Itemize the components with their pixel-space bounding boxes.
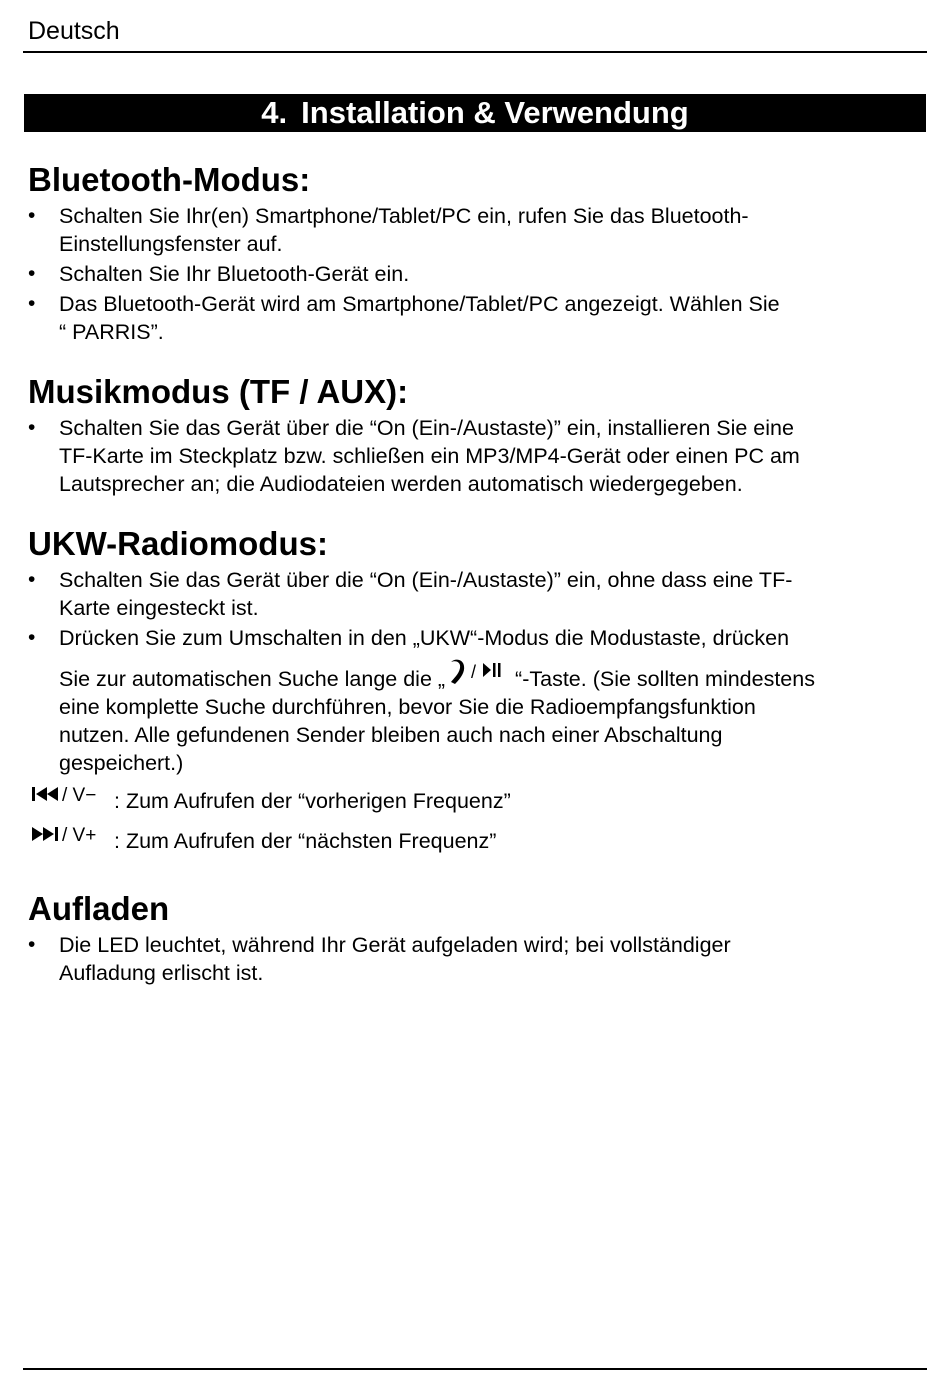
text-line: TF-Karte im Steckplatz bzw. schließen ein MP3/MP4-Gerät oder einen PC am (59, 444, 800, 468)
music-list (28, 414, 918, 498)
phone-play-pause-icon (445, 658, 515, 688)
list-item (28, 566, 918, 622)
text-line: gespeichert.) (59, 751, 184, 775)
next-frequency-label: : Zum Aufrufen der “nächsten Frequenz” (114, 829, 497, 853)
text-line: “ PARRIS”. (59, 320, 164, 344)
list-item (28, 290, 918, 346)
text-line: • Schalten Sie das Gerät über die “On (Ein-/Austaste)” ein, installieren Sie eine (59, 416, 794, 440)
list-item (28, 624, 918, 777)
next-track-icon (30, 823, 110, 851)
text-line (59, 658, 918, 693)
text-line: • Schalten Sie Ihr Bluetooth-Gerät ein. (59, 262, 410, 286)
footer-rule (23, 1368, 927, 1370)
text-line: Karte eingesteckt ist. (59, 596, 259, 620)
text-line: eine komplette Suche durchführen, bevor Sie die Radioempfangsfunktion (59, 695, 756, 719)
charging-section (28, 887, 918, 987)
prev-icon-text: / V− (62, 785, 97, 806)
previous-track-icon (30, 783, 110, 811)
page-content (28, 158, 918, 1011)
bluetooth-section (28, 158, 918, 346)
header-language: Deutsch (28, 17, 120, 45)
list-item (28, 414, 918, 498)
radio-list (28, 566, 918, 777)
text-line: • Drücken Sie zum Umschalten in den „UKW“-Modus die Modustaste, drücken (59, 626, 790, 650)
next-frequency-row (28, 823, 918, 863)
list-item (28, 931, 918, 987)
text-fragment: “-Taste. (Sie sollten mindestens (515, 667, 815, 691)
music-heading: Musikmodus (TF / AUX): (28, 373, 409, 410)
next-icon-text: / V+ (62, 825, 97, 846)
bluetooth-heading: Bluetooth-Modus: (28, 161, 311, 198)
header-rule (23, 51, 927, 53)
chapter-title: Installation & Verwendung (301, 95, 689, 130)
list-item (28, 260, 918, 288)
music-section (28, 370, 918, 498)
chapter-number: 4. (261, 95, 288, 130)
text-line: • Schalten Sie das Gerät über die “On (Ein-/Austaste)” ein, ohne dass eine TF- (59, 568, 793, 592)
prev-frequency-label: : Zum Aufrufen der “vorherigen Frequenz” (114, 789, 511, 813)
radio-section (28, 522, 918, 863)
prev-frequency-row (28, 783, 918, 823)
chapter-title-bar (24, 94, 926, 132)
svg-text:/: / (471, 662, 477, 682)
text-line: Einstellungsfenster auf. (59, 232, 283, 256)
text-line: Aufladung erlischt ist. (59, 961, 264, 985)
text-line: • Das Bluetooth-Gerät wird am Smartphone/Tablet/PC angezeigt. Wählen Sie (59, 292, 780, 316)
charging-list (28, 931, 918, 987)
text-line: nutzen. Alle gefundenen Sender bleiben auch nach einer Abschaltung (59, 723, 723, 747)
text-line: • Die LED leuchtet, während Ihr Gerät aufgeladen wird; bei vollständiger (59, 933, 731, 957)
text-line: Lautsprecher an; die Audiodateien werden automatisch wiedergegeben. (59, 472, 743, 496)
text-line: • Schalten Sie Ihr(en) Smartphone/Tablet/PC ein, rufen Sie das Bluetooth- (59, 204, 749, 228)
text-fragment: Sie zur automatischen Suche lange die „ (59, 667, 446, 691)
charging-heading: Aufladen (28, 890, 170, 927)
radio-heading: UKW-Radiomodus: (28, 525, 328, 562)
bluetooth-list (28, 202, 918, 346)
list-item (28, 202, 918, 258)
